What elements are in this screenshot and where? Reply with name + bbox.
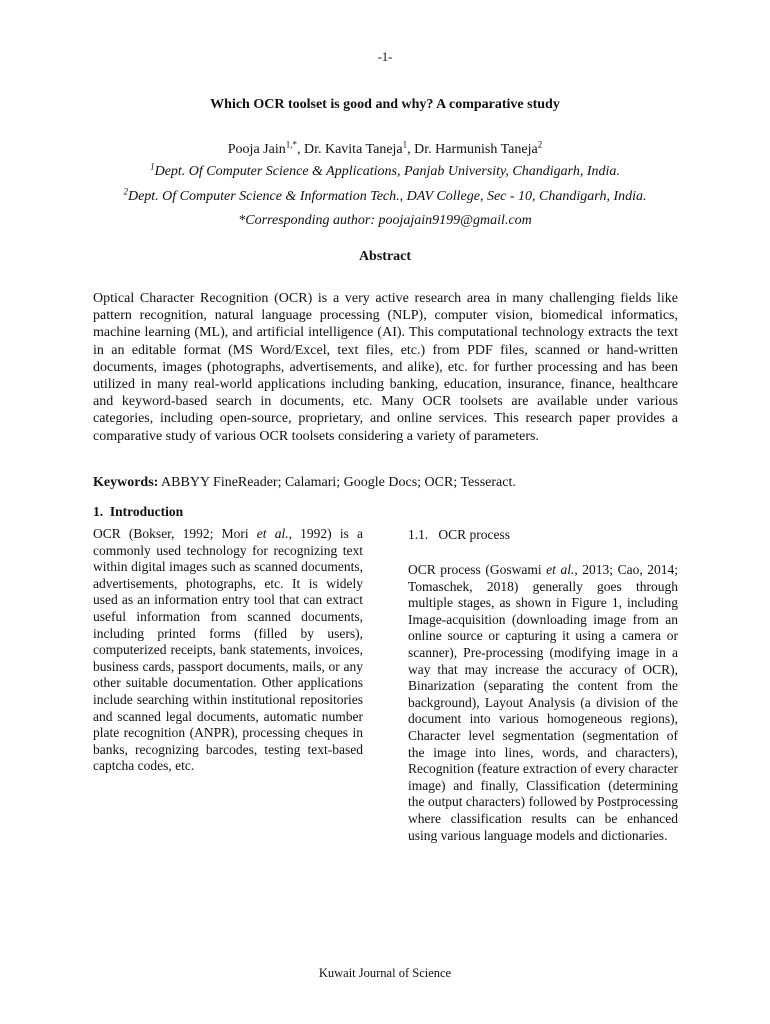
paper-title: Which OCR toolset is good and why? A comparative study <box>210 97 560 112</box>
abstract-heading: Abstract <box>358 249 412 264</box>
author-list <box>0 139 770 158</box>
affiliation-2-mark: 2 <box>123 186 128 197</box>
section-number: 1. <box>93 504 104 519</box>
intro-text-b: , 1992) is a commonly used technology for recognizing text within digital images such as scanned documents, advertisements, photographs, etc. It is widely used as an information entry tool that can extract useful information from scanned documents, including printed forms (filled by users), computerized receipts, bank statements, invoices, business cards, passport documents, mails, or any other suitable documentation. Other applications include searching within institutional repositories and scanned legal documents, automatic number plate recognition (ANPR), processing cheques in banks, recognizing barcodes, testing text-based captcha codes, etc. <box>93 526 363 774</box>
keywords-text: ABBYY FineReader; Calamari; Google Docs; OCR; Tesseract. <box>158 475 516 490</box>
ocr-text-b: , 2013; Cao, 2014; Tomaschek, 2018) generally goes through multiple stages, as shown in Figure 1, including Image-acquisition (downloading image from an online source or capturing it using a camera or scanner), Pre-processing (modifying image in a way that may increase the accuracy of OCR), Binarization (separating the content from the background), Layout Analysis (a division of the document into various homogeneous regions), Character level segmentation (segmentation of the image into lines, words, and characters), Recognition (feature extraction of every character image) and finally, Classification (determining the output characters) followed by Postprocessing where classification results can be enhanced using various language models and dictionaries. <box>408 562 679 843</box>
affiliation-1-text: Dept. Of Computer Science & Applications, Panjab University, Chandigarh, India. <box>154 164 620 179</box>
author-3-name: , Dr. Harmunish Taneja <box>407 142 538 157</box>
author-1-affil: 1,* <box>285 139 297 150</box>
journal-footer: Kuwait Journal of Science <box>318 966 452 980</box>
affiliation-1 <box>0 161 770 180</box>
page-number: -1- <box>377 50 393 64</box>
affiliation-2-text: Dept. Of Computer Science & Information Tech., DAV College, Sec - 10, Chandigarh, India. <box>127 189 647 204</box>
ocr-text-a: OCR process (Goswami <box>408 562 547 577</box>
affiliation-1-mark: 1 <box>150 161 155 172</box>
author-1-name: Pooja Jain <box>227 142 286 157</box>
affiliation-2 <box>0 186 770 205</box>
intro-text-etal: et al. <box>256 526 289 541</box>
author-3-affil: 2 <box>537 139 543 150</box>
abstract-text: Optical Character Recognition (OCR) is a very active research area in many challenging fields like pattern recognition, natural language processing (NLP), computer vision, biomedical informatics, machine learning (ML), and artificial intelligence (AI). This computational technology extracts the text in an editable format (MS Word/Excel, text files, etc.) from PDF files, scanned or hand-written documents, images (photographs, advertisements, and alike), etc. for further processing and has been utilized in many real-world applications including banking, education, insurance, finance, healthcare and keyword-based search in documents, etc. Many OCR toolsets are available under various categories, including open-source, proprietary, and online services. This research paper provides a comparative study of various OCR toolsets considering a variety of parameters. <box>93 291 678 444</box>
section-heading-introduction <box>93 504 183 520</box>
ocr-process-paragraph <box>408 562 678 844</box>
subsection-heading-ocr-process: 1.1. OCR process <box>408 527 510 542</box>
introduction-paragraph <box>93 526 363 775</box>
intro-text-a: OCR (Bokser, 1992; Mori <box>93 526 257 541</box>
section-title: Introduction <box>109 504 184 519</box>
keywords <box>93 475 683 491</box>
corresponding-author: *Corresponding author: poojajain9199@gmail.com <box>238 213 532 228</box>
ocr-text-etal: et al. <box>546 562 575 577</box>
author-2-affil: 1 <box>402 139 408 150</box>
author-2-name: , Dr. Kavita Taneja <box>296 142 403 157</box>
keywords-label: Keywords: <box>93 475 159 490</box>
